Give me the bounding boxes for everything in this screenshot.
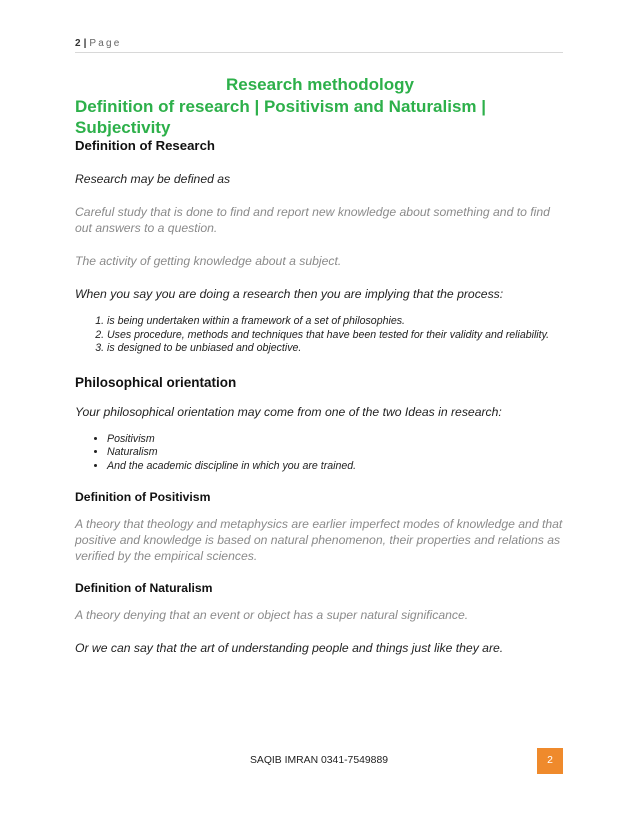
process-list (75, 315, 565, 356)
document-body (75, 74, 565, 673)
page-footer (75, 748, 563, 774)
list-item: • Positivism (107, 433, 565, 447)
research-definition-2: The activity of getting knowledge about a subject. (75, 254, 342, 268)
naturalism-text-2: Or we can say that the art of understanding people and things just like they are. (75, 641, 504, 655)
research-definition-1: Careful study that is done to find and report new knowledge about something and to find out answers to a question. (75, 205, 550, 235)
list-item: • Naturalism (107, 446, 565, 460)
research-intro: Research may be defined as (75, 172, 231, 186)
ideas-list (75, 433, 565, 474)
header-separator: | (83, 38, 87, 49)
list-item: 2. Uses procedure, methods and techniques that have been tested for their validity and reliability. (107, 329, 565, 343)
document-title: Research methodology (226, 75, 414, 94)
page-header (75, 38, 563, 53)
list-item: 3. is designed to be unbiased and objective. (107, 342, 565, 356)
positivism-text: A theory that theology and metaphysics are earlier imperfect modes of knowledge and that positive and knowledge is based on natural phenomenon, their properties and relations as verified by the empirical sciences. (75, 517, 563, 563)
footer-page-badge: 2 (537, 748, 563, 774)
header-page-word: Page (89, 38, 122, 49)
list-item: • And the academic discipline in which you are trained. (107, 460, 565, 474)
heading-definition-naturalism: Definition of Naturalism (75, 581, 213, 595)
naturalism-text: A theory denying that an event or object has a super natural significance. (75, 608, 469, 622)
heading-philosophical-orientation: Philosophical orientation (75, 374, 237, 390)
list-item: 1. is being undertaken within a framework of a set of philosophies. (107, 315, 565, 329)
footer-author: SAQIB IMRAN 0341-7549889 (249, 755, 389, 766)
heading-definition-positivism: Definition of Positivism (75, 490, 211, 504)
philosophical-text: Your philosophical orientation may come from one of the two Ideas in research: (75, 404, 502, 419)
research-implies: When you say you are doing a research then you are implying that the process: (75, 287, 504, 301)
header-page-number: 2 (75, 38, 81, 49)
document-subtitle: Definition of research | Positivism and Naturalism | Subjectivity (75, 97, 487, 137)
heading-definition-research: Definition of Research (75, 138, 215, 153)
